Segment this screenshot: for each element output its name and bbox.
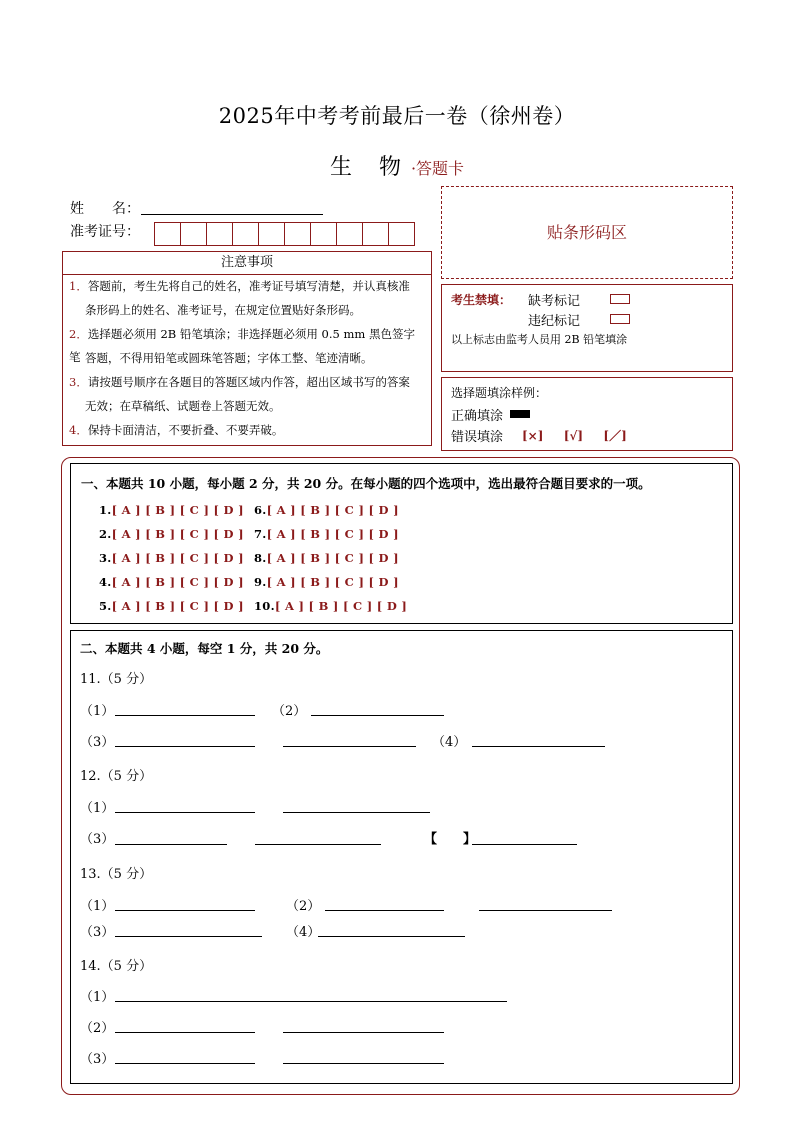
answer-blank[interactable] <box>325 910 444 911</box>
notice-heading: 注意事项 <box>62 251 432 275</box>
notice-item: 条形码上的姓名、准考证号，在规定位置贴好条形码。 <box>85 303 361 317</box>
answer-blank[interactable] <box>255 844 381 845</box>
violation-checkbox[interactable] <box>610 314 630 324</box>
section1-title: 一、本题共 10 小题，每小题 2 分，共 20 分。在每小题的四个选项中，选出最符合题目要求的一项。 <box>81 476 651 491</box>
notice-item: 3．请按题号顺序在各题目的答题区域内作答，超出区域书写的答案 <box>69 375 410 389</box>
section1-box <box>70 463 733 624</box>
blank-label: （3） <box>80 735 115 750</box>
answer-blank[interactable] <box>115 910 255 911</box>
mcq-item[interactable]: 8.[ A ] [ B ] [ C ] [ D ] <box>254 551 399 565</box>
digit-box[interactable] <box>232 222 259 246</box>
page-title: 2025年中考考前最后一卷（徐州卷） <box>218 104 576 128</box>
blank-label: （1） <box>80 704 115 719</box>
notice-item: 2．选择题必须用 2B 铅笔填涂；非选择题必须用 0.5 mm 黑色签字笔 <box>69 327 415 364</box>
mcq-item[interactable]: 7.[ A ] [ B ] [ C ] [ D ] <box>254 527 399 541</box>
blank-label: （2） <box>272 704 307 719</box>
question-12-label: 12.（5 分） <box>80 769 153 784</box>
correct-fill-sample <box>510 410 530 418</box>
exam-number-label: 准考证号： <box>70 224 140 240</box>
subject-name: 生 物 <box>329 155 411 180</box>
digit-box[interactable] <box>258 222 285 246</box>
digit-box[interactable] <box>362 222 389 246</box>
notice-box <box>62 274 432 446</box>
answer-blank[interactable] <box>283 812 430 813</box>
answer-blank[interactable] <box>318 936 465 937</box>
fill-sample-box <box>441 377 733 451</box>
digit-box[interactable] <box>206 222 233 246</box>
name-label: 姓 名： <box>70 201 140 217</box>
digit-box[interactable] <box>310 222 337 246</box>
section2-box <box>70 630 733 1084</box>
answer-blank[interactable] <box>283 1063 444 1064</box>
answer-blank[interactable] <box>479 910 612 911</box>
violation-label: 违纪标记 <box>528 314 581 329</box>
blank-label: （3） <box>80 925 115 940</box>
blank-label: （4） <box>286 925 321 940</box>
exam-number-boxes[interactable] <box>155 222 415 246</box>
barcode-label: 贴条形码区 <box>546 223 627 242</box>
mcq-item[interactable]: 2.[ A ] [ B ] [ C ] [ D ] <box>99 527 244 541</box>
answer-blank[interactable] <box>115 715 255 716</box>
mcq-item[interactable]: 9.[ A ] [ B ] [ C ] [ D ] <box>254 575 399 589</box>
blank-label: （2） <box>286 899 321 914</box>
subject-title <box>0 150 794 181</box>
proctor-note: 以上标志由监考人员用 2B 铅笔填涂 <box>451 333 628 346</box>
blank-label: （1） <box>80 801 115 816</box>
mcq-item[interactable]: 5.[ A ] [ B ] [ C ] [ D ] <box>99 599 244 613</box>
blank-label: （3） <box>80 832 115 847</box>
answer-blank[interactable] <box>115 844 227 845</box>
mcq-item[interactable]: 1.[ A ] [ B ] [ C ] [ D ] <box>99 503 244 517</box>
question-13-label: 13.（5 分） <box>80 867 153 882</box>
notice-item: 答题，不得用铅笔或圆珠笔答题；字体工整、笔迹清晰。 <box>85 351 373 365</box>
section2-title: 二、本题共 4 小题，每空 1 分，共 20 分。 <box>80 641 329 656</box>
card-type: ·答题卡 <box>410 159 465 178</box>
digit-box[interactable] <box>336 222 363 246</box>
mcq-item[interactable]: 3.[ A ] [ B ] [ C ] [ D ] <box>99 551 244 565</box>
fill-sample-heading: 选择题填涂样例： <box>451 386 548 400</box>
mcq-item[interactable]: 10.[ A ] [ B ] [ C ] [ D ] <box>254 599 408 613</box>
question-14-label: 14.（5 分） <box>80 959 153 974</box>
wrong-fill-label: 错误填涂 <box>451 430 504 445</box>
forbidden-label: 考生禁填： <box>451 293 512 307</box>
answer-blank[interactable] <box>115 936 262 937</box>
answer-blank[interactable] <box>283 1032 444 1033</box>
absent-label: 缺考标记 <box>528 294 581 309</box>
mcq-item[interactable]: 4.[ A ] [ B ] [ C ] [ D ] <box>99 575 244 589</box>
blank-label: （3） <box>80 1052 115 1067</box>
answer-blank[interactable] <box>115 1001 507 1002</box>
blank-label: （1） <box>80 899 115 914</box>
mcq-item[interactable]: 6.[ A ] [ B ] [ C ] [ D ] <box>254 503 399 517</box>
notice-item: 无效；在草稿纸、试题卷上答题无效。 <box>85 399 281 413</box>
answer-blank[interactable] <box>115 1063 255 1064</box>
name-field[interactable] <box>141 214 323 215</box>
question-11-label: 11.（5 分） <box>80 672 153 687</box>
notice-item: 1．答题前，考生先将自己的姓名，准考证号填写清楚，并认真核准 <box>69 279 410 293</box>
digit-box[interactable] <box>180 222 207 246</box>
answer-blank[interactable] <box>115 812 255 813</box>
candidate-marks-box <box>441 284 733 372</box>
digit-box[interactable] <box>284 222 311 246</box>
answer-blank[interactable] <box>472 746 605 747</box>
blank-label: （4） <box>432 735 467 750</box>
blank-label: （2） <box>80 1021 115 1036</box>
answer-blank[interactable] <box>283 746 416 747</box>
digit-box[interactable] <box>388 222 415 246</box>
answer-blank[interactable] <box>472 844 577 845</box>
blank-label: （1） <box>80 990 115 1005</box>
barcode-area <box>441 186 733 279</box>
answer-blank[interactable] <box>311 715 444 716</box>
digit-box[interactable] <box>154 222 181 246</box>
correct-fill-label: 正确填涂 <box>451 409 504 424</box>
answer-blank[interactable] <box>115 1032 255 1033</box>
wrong-fill-samples: [×] [√] [／] <box>522 429 627 443</box>
choice-bracket[interactable]: 【 】 <box>424 832 477 847</box>
answer-blank[interactable] <box>115 746 255 747</box>
absent-checkbox[interactable] <box>610 294 630 304</box>
notice-item: 4．保持卡面清洁，不要折叠、不要弄破。 <box>69 423 284 437</box>
